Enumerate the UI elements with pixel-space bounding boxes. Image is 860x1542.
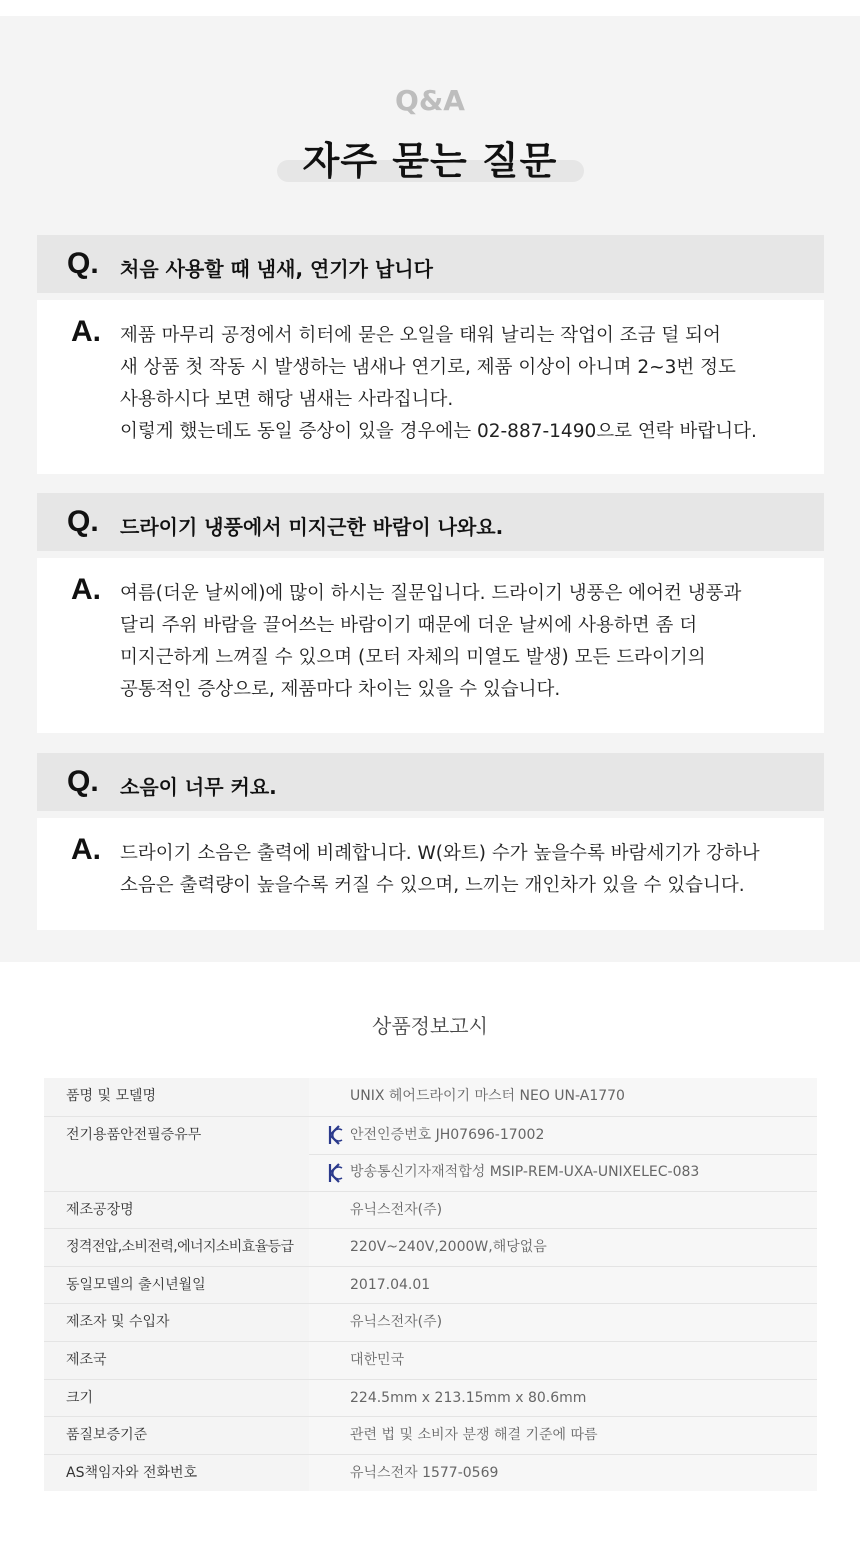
- answer-text: [120, 838, 760, 902]
- info-title: 상품정보고시: [372, 1014, 488, 1038]
- row-value: 대한민국: [309, 1342, 817, 1379]
- a-mark: A.: [71, 833, 101, 866]
- answer-box-3: [37, 818, 824, 930]
- broadcast-cert-text: 방송통신기자재적합성 MSIP-REM-UXA-UNIXELEC-083: [350, 1164, 700, 1181]
- answer-line: 이렇게 했는데도 동일 증상이 있을 경우에는 02-887-1490으로 연락 바랍니다.: [120, 421, 757, 442]
- table-row: [44, 1303, 817, 1341]
- answer-box-1: [37, 300, 824, 474]
- answer-line: 드라이기 소음은 출력에 비례합니다. W(와트) 수가 높을수록 바람세기가 강하나: [120, 843, 760, 864]
- q-mark: Q.: [67, 765, 99, 798]
- question-bar-3: [37, 753, 824, 811]
- question-text: 드라이기 냉풍에서 미지근한 바람이 나와요.: [120, 515, 504, 539]
- product-info-table: [44, 1078, 817, 1491]
- row-label: 전기용품안전필증유무: [44, 1117, 309, 1191]
- row-label: 동일모델의 출시년월일: [44, 1267, 309, 1304]
- answer-line: 소음은 출력량이 높을수록 커질 수 있으며, 느끼는 개인차가 있을 수 있습니다.: [120, 875, 745, 896]
- row-value: [309, 1117, 817, 1154]
- row-label: 품질보증기준: [44, 1417, 309, 1454]
- row-value: 유닉스전자 1577-0569: [309, 1455, 817, 1492]
- a-mark: A.: [71, 573, 101, 606]
- qa-eyebrow: Q&A: [395, 84, 465, 117]
- table-row: [44, 1078, 817, 1116]
- row-label: 품명 및 모델명: [44, 1078, 309, 1116]
- q-mark: Q.: [67, 505, 99, 538]
- a-mark: A.: [71, 315, 101, 348]
- answer-line: 사용하시다 보면 해당 냄새는 사라집니다.: [120, 389, 454, 410]
- row-value: 유닉스전자(주): [309, 1304, 817, 1341]
- answer-text: [120, 320, 757, 448]
- qa-section: [0, 16, 860, 962]
- answer-line: 새 상품 첫 작동 시 발생하는 냄새나 연기로, 제품 이상이 아니며 2~3번 정도: [120, 357, 736, 378]
- page-title: 자주 묻는 질문: [302, 139, 558, 183]
- row-label: 제조국: [44, 1342, 309, 1379]
- row-label: 제조공장명: [44, 1192, 309, 1229]
- row-value: 유닉스전자(주): [309, 1192, 817, 1229]
- question-text: 처음 사용할 때 냄새, 연기가 납니다: [120, 257, 433, 281]
- question-text: 소음이 너무 커요.: [120, 775, 277, 799]
- row-value: UNIX 헤어드라이기 마스터 NEO UN-A1770: [309, 1078, 817, 1116]
- table-row: [44, 1416, 817, 1454]
- answer-line: 제품 마무리 공정에서 히터에 묻은 오일을 태워 날리는 작업이 조금 덜 되어: [120, 325, 721, 346]
- table-row: [44, 1341, 817, 1379]
- table-row: [44, 1228, 817, 1266]
- answer-line: 여름(더운 날씨에)에 많이 하시는 질문입니다. 드라이기 냉풍은 에어컨 냉풍과: [120, 583, 742, 604]
- row-label: 크기: [44, 1380, 309, 1417]
- row-value: 220V~240V,2000W,해당없음: [309, 1229, 817, 1266]
- table-row: [44, 1116, 817, 1191]
- row-label: 정격전압,소비전력,에너지소비효율등급: [44, 1229, 309, 1266]
- safety-cert-text: 안전인증번호 JH07696-17002: [350, 1126, 545, 1143]
- answer-text: [120, 578, 741, 706]
- row-value: [309, 1154, 817, 1191]
- table-row: [44, 1191, 817, 1229]
- question-bar-1: [37, 235, 824, 293]
- answer-line: 공통적인 증상으로, 제품마다 차이는 있을 수 있습니다.: [120, 679, 561, 700]
- answer-line: 달리 주위 바람을 끌어쓰는 바람이기 때문에 더운 날씨에 사용하면 좀 더: [120, 615, 698, 636]
- row-value: 관련 법 및 소비자 분쟁 해결 기준에 따름: [309, 1417, 817, 1454]
- kc-certification-icon: [327, 1125, 344, 1145]
- row-label: AS책임자와 전화번호: [44, 1455, 309, 1492]
- row-value: 224.5mm x 213.15mm x 80.6mm: [309, 1380, 817, 1417]
- row-label: 제조자 및 수입자: [44, 1304, 309, 1341]
- table-row: [44, 1266, 817, 1304]
- kc-certification-icon: [327, 1163, 344, 1183]
- row-value: 2017.04.01: [309, 1267, 817, 1304]
- question-bar-2: [37, 493, 824, 551]
- table-row: [44, 1379, 817, 1417]
- answer-line: 미지근하게 느껴질 수 있으며 (모터 자체의 미열도 발생) 모든 드라이기의: [120, 647, 706, 668]
- table-row: [44, 1454, 817, 1492]
- answer-box-2: [37, 558, 824, 733]
- q-mark: Q.: [67, 247, 99, 280]
